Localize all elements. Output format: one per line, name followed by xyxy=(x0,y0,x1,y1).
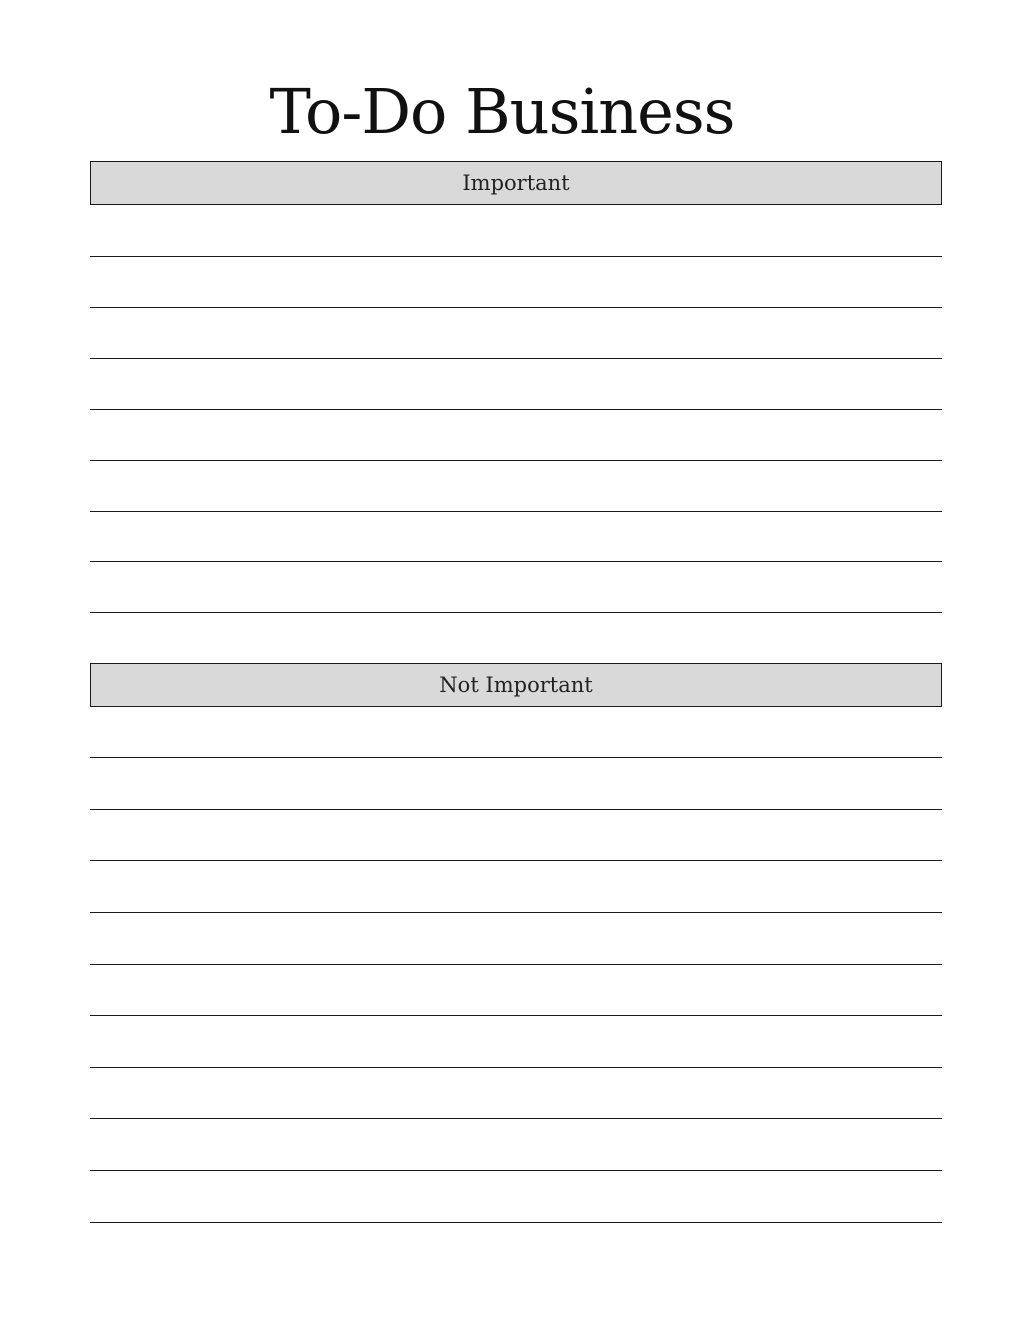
page-title: To-Do Business xyxy=(269,75,735,148)
writing-line[interactable] xyxy=(90,460,942,461)
section-header-not-important: Not Important xyxy=(90,663,942,707)
writing-line[interactable] xyxy=(90,1067,942,1068)
writing-line[interactable] xyxy=(90,358,942,359)
writing-line[interactable] xyxy=(90,757,942,758)
section-header-important: Important xyxy=(90,161,942,205)
writing-line[interactable] xyxy=(90,511,942,512)
writing-line[interactable] xyxy=(90,561,942,562)
writing-line[interactable] xyxy=(90,860,942,861)
writing-line[interactable] xyxy=(90,256,942,257)
writing-line[interactable] xyxy=(90,1118,942,1119)
writing-line[interactable] xyxy=(90,409,942,410)
writing-line[interactable] xyxy=(90,1015,942,1016)
writing-line[interactable] xyxy=(90,809,942,810)
writing-line[interactable] xyxy=(90,612,942,613)
writing-line[interactable] xyxy=(90,912,942,913)
writing-line[interactable] xyxy=(90,1170,942,1171)
writing-line[interactable] xyxy=(90,1222,942,1223)
writing-line[interactable] xyxy=(90,964,942,965)
writing-line[interactable] xyxy=(90,307,942,308)
